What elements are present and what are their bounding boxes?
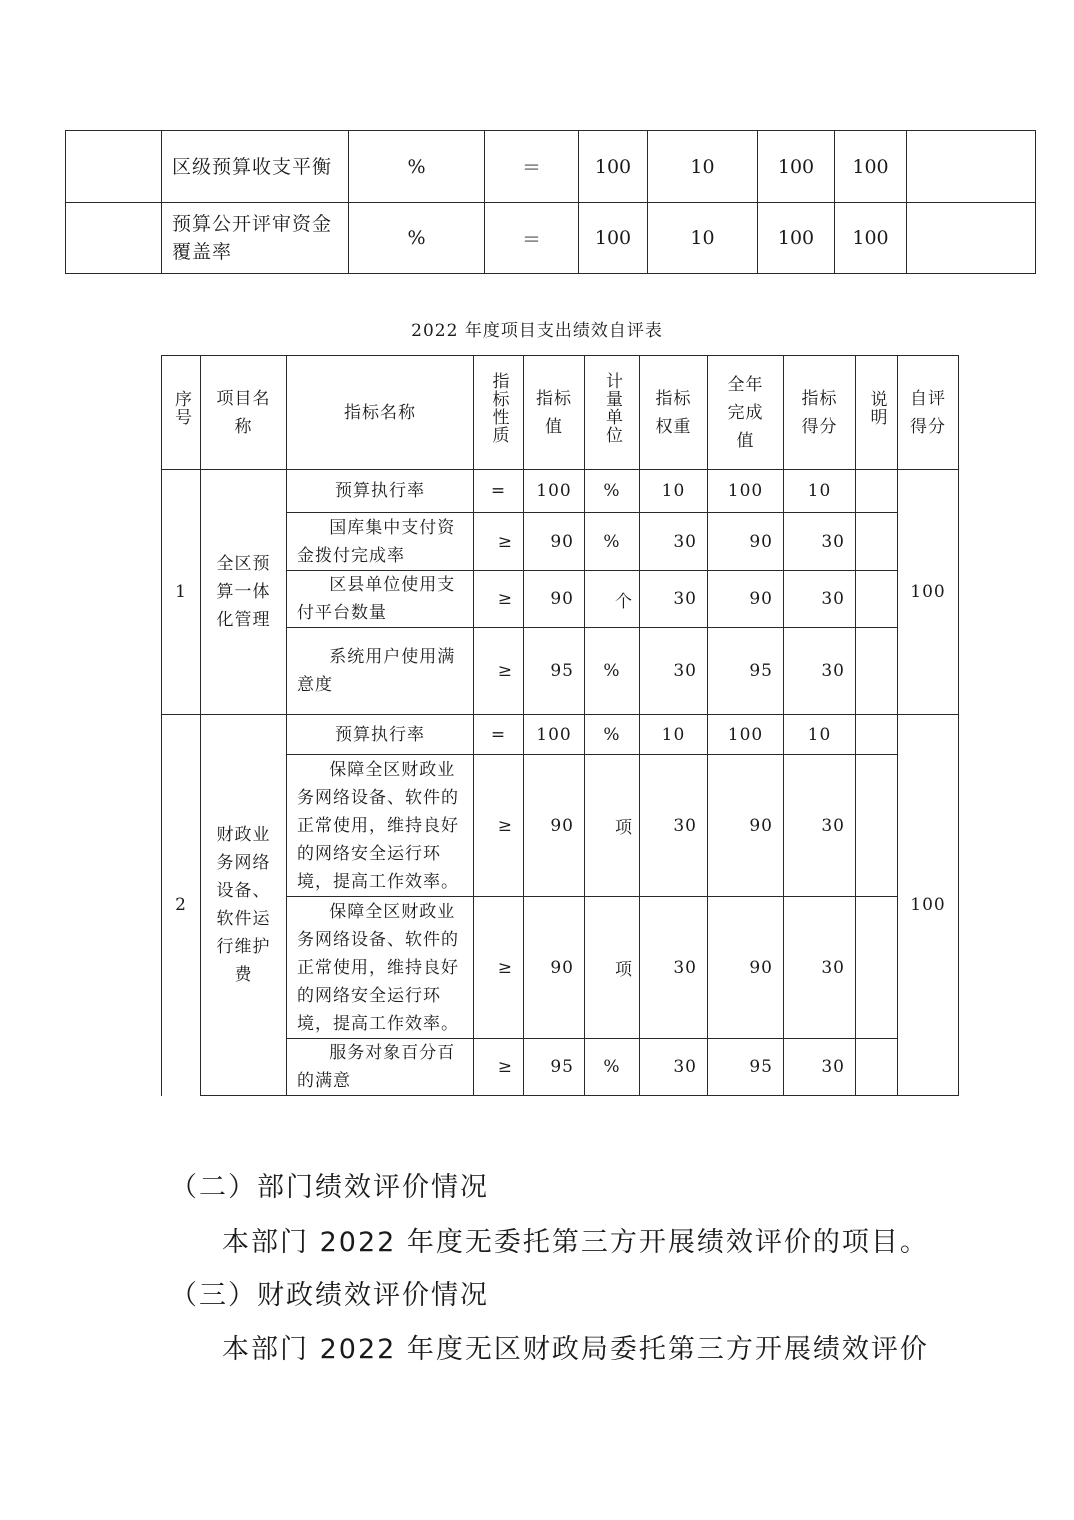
- weight-cell: 10: [648, 203, 758, 274]
- operator-cell: ＝: [485, 203, 579, 274]
- header-self-score: 自评得分: [898, 356, 959, 470]
- project-seq: 1: [162, 470, 201, 715]
- section-heading-3: （三）财政绩效评价情况: [170, 1280, 489, 1311]
- indicator-name: 预算公开评审资金覆盖率: [162, 203, 349, 274]
- top-indicator-table: [65, 130, 1036, 274]
- unit-cell: %: [349, 203, 485, 274]
- indicator-weight: 30: [640, 628, 708, 715]
- note-cell: [907, 131, 1036, 203]
- indicator-value: 100: [524, 470, 585, 513]
- table-row: [66, 131, 1036, 203]
- header-row: [162, 356, 959, 470]
- table-caption: 2022 年度项目支出绩效自评表: [411, 321, 663, 341]
- indicator-actual: 90: [708, 571, 784, 628]
- indicator-name: 保障全区财政业务网络设备、软件的正常使用，维持良好的网络安全运行环境，提高工作效率。: [287, 755, 474, 897]
- indicator-unit: %: [585, 628, 640, 715]
- project-seq: 2: [162, 715, 201, 1096]
- indicator-weight: 30: [640, 571, 708, 628]
- header-value: 指标值: [524, 356, 585, 470]
- indicator-note: [856, 513, 898, 571]
- indicator-actual: 95: [708, 1039, 784, 1096]
- header-project: 项目名称: [201, 356, 287, 470]
- indicator-actual: 90: [708, 755, 784, 897]
- indicator-unit: %: [585, 1039, 640, 1096]
- indicator-actual: 95: [708, 628, 784, 715]
- indicator-unit: %: [585, 513, 640, 571]
- indicator-nature: =: [474, 715, 524, 755]
- indicator-note: [856, 897, 898, 1039]
- project-self-score: 100: [898, 470, 959, 715]
- indicator-value: 95: [524, 1039, 585, 1096]
- table-row: [162, 470, 959, 513]
- indicator-nature: ≥: [474, 571, 524, 628]
- indicator-unit: 个: [585, 571, 640, 628]
- indicator-score: 10: [784, 470, 856, 513]
- indicator-name: 区县单位使用支付平台数量: [287, 571, 474, 628]
- indicator-weight: 30: [640, 755, 708, 897]
- indicator-value: 90: [524, 571, 585, 628]
- header-score: 指标得分: [784, 356, 856, 470]
- indicator-value: 90: [524, 755, 585, 897]
- indicator-value: 100: [524, 715, 585, 755]
- indicator-nature: ≥: [474, 897, 524, 1039]
- note-cell: [907, 203, 1036, 274]
- indicator-score: 30: [784, 1039, 856, 1096]
- indicator-note: [856, 1039, 898, 1096]
- project-self-score: 100: [898, 715, 959, 1096]
- weight-cell: 10: [648, 131, 758, 203]
- indicator-actual: 90: [708, 897, 784, 1039]
- empty-cell: [66, 131, 162, 203]
- actual-cell: 100: [758, 203, 835, 274]
- target-cell: 100: [579, 131, 648, 203]
- project-name: 全区预算一体化管理: [201, 470, 287, 715]
- indicator-note: [856, 755, 898, 897]
- indicator-score: 30: [784, 897, 856, 1039]
- score-cell: 100: [835, 131, 907, 203]
- indicator-score: 30: [784, 513, 856, 571]
- indicator-nature: =: [474, 470, 524, 513]
- indicator-weight: 30: [640, 897, 708, 1039]
- indicator-note: [856, 571, 898, 628]
- header-indicator: 指标名称: [287, 356, 474, 470]
- table-row: [66, 203, 1036, 274]
- indicator-score: 30: [784, 755, 856, 897]
- indicator-weight: 10: [640, 470, 708, 513]
- operator-cell: ＝: [485, 131, 579, 203]
- section-body-2: 本部门 2022 年度无委托第三方开展绩效评价的项目。: [222, 1227, 929, 1258]
- actual-cell: 100: [758, 131, 835, 203]
- header-actual: 全年完成值: [708, 356, 784, 470]
- indicator-name: 预算执行率: [287, 715, 474, 755]
- header-nature: 指标性质: [474, 356, 524, 470]
- indicator-actual: 100: [708, 470, 784, 513]
- indicator-note: [856, 715, 898, 755]
- indicator-name: 预算执行率: [287, 470, 474, 513]
- indicator-nature: ≥: [474, 513, 524, 571]
- indicator-score: 30: [784, 628, 856, 715]
- indicator-name: 区级预算收支平衡: [162, 131, 349, 203]
- unit-cell: %: [349, 131, 485, 203]
- indicator-name: 国库集中支付资金拨付完成率: [287, 513, 474, 571]
- indicator-note: [856, 628, 898, 715]
- indicator-name: 保障全区财政业务网络设备、软件的正常使用，维持良好的网络安全运行环境，提高工作效率。: [287, 897, 474, 1039]
- section-heading-2: （二）部门绩效评价情况: [170, 1172, 489, 1203]
- indicator-weight: 10: [640, 715, 708, 755]
- section-body-3: 本部门 2022 年度无区财政局委托第三方开展绩效评价: [222, 1334, 929, 1365]
- indicator-score: 30: [784, 571, 856, 628]
- indicator-weight: 30: [640, 1039, 708, 1096]
- indicator-nature: ≥: [474, 628, 524, 715]
- header-seq: 序号: [162, 356, 201, 470]
- indicator-weight: 30: [640, 513, 708, 571]
- indicator-actual: 90: [708, 513, 784, 571]
- header-note: 说明: [856, 356, 898, 470]
- header-weight: 指标权重: [640, 356, 708, 470]
- header-unit: 计量单位: [585, 356, 640, 470]
- indicator-unit: %: [585, 715, 640, 755]
- indicator-nature: ≥: [474, 1039, 524, 1096]
- indicator-name: 系统用户使用满意度: [287, 628, 474, 715]
- target-cell: 100: [579, 203, 648, 274]
- indicator-name: 服务对象百分百的满意: [287, 1039, 474, 1096]
- project-name: 财政业务网络设备、软件运行维护费: [201, 715, 287, 1096]
- indicator-score: 10: [784, 715, 856, 755]
- indicator-value: 90: [524, 513, 585, 571]
- indicator-unit: 项: [585, 897, 640, 1039]
- indicator-value: 90: [524, 897, 585, 1039]
- indicator-actual: 100: [708, 715, 784, 755]
- indicator-unit: 项: [585, 755, 640, 897]
- table-row: [162, 715, 959, 755]
- project-evaluation-table: [161, 355, 959, 1096]
- indicator-value: 95: [524, 628, 585, 715]
- indicator-unit: %: [585, 470, 640, 513]
- indicator-nature: ≥: [474, 755, 524, 897]
- indicator-note: [856, 470, 898, 513]
- score-cell: 100: [835, 203, 907, 274]
- empty-cell: [66, 203, 162, 274]
